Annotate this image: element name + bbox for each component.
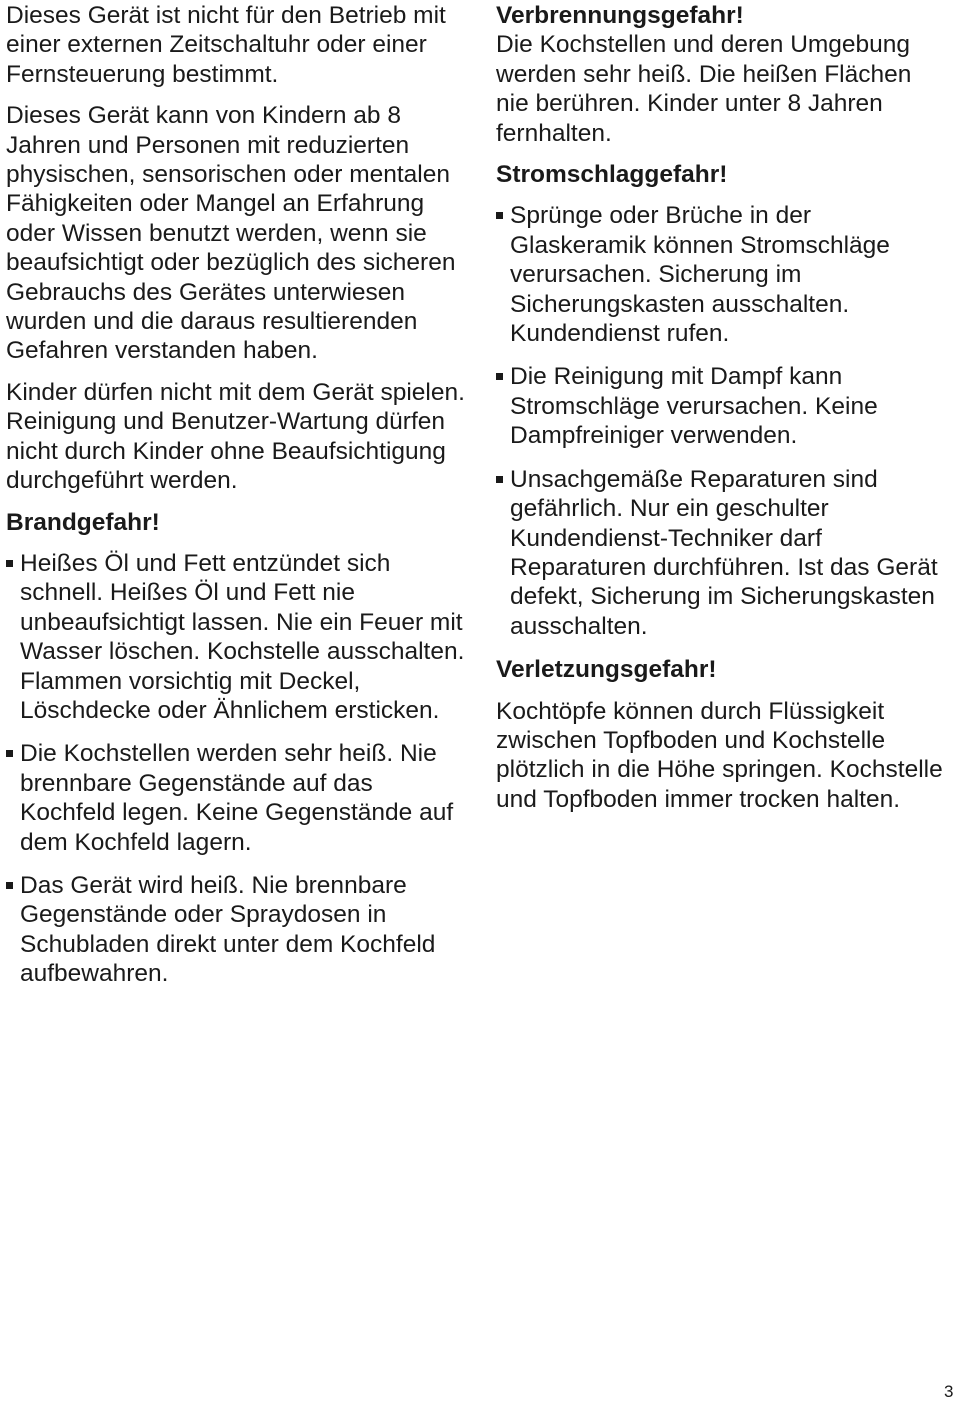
right-column (496, 1, 950, 826)
square-bullet-icon (6, 882, 13, 889)
left-column (6, 1, 468, 1003)
intro-paragraph-children-play: Kinder dürfen nicht mit dem Gerät spielen. Reinigung und Benutzer-Wartung dürfen nicht durch Kinder ohne Beaufsichtigung durchgeführt werden. (6, 378, 465, 495)
list-item-text: Die Reinigung mit Dampf kann Stromschläge verursachen. Keine Dampfreiniger verwenden. (510, 363, 878, 450)
list-item (496, 465, 950, 641)
intro-paragraph-children-usage: Dieses Gerät kann von Kindern ab 8 Jahren und Personen mit reduzierten physischen, sensorischen oder mentalen Fähigkeiten oder Mangel an Erfahrung oder Wissen benutzt werden, wenn sie beaufsichtigt oder bezüglich des sicheren Gebrauchs des Gerätes unterwiesen wurden und die daraus resultierenden Gefahren verstanden haben. (6, 102, 456, 365)
list-item-text: Unsachgemäße Reparaturen sind gefährlich. Nur ein geschulter Kundendienst-Techniker darf Reparaturen durchführen. Ist das Gerät defekt, Sicherung im Sicherungskasten ausschalten. (510, 465, 938, 640)
list-item-text: Sprünge oder Brüche in der Glaskeramik können Stromschläge verursachen. Sicherung im Sicherungskasten ausschalten. Kundendienst rufen. (510, 202, 890, 348)
list-item (496, 362, 950, 450)
square-bullet-icon (6, 560, 13, 567)
list-item-text: Das Gerät wird heiß. Nie brennbare Gegenstände oder Spraydosen in Schubladen direkt unter dem Kochfeld aufbewahren. (20, 871, 436, 988)
shock-hazard-heading: Stromschlaggefahr! (496, 161, 728, 189)
injury-hazard-heading: Verletzungsgefahr! (496, 656, 717, 684)
list-item-text: Die Kochstellen werden sehr heiß. Nie brennbare Gegenstände auf das Kochfeld legen. Keine Gegenstände auf dem Kochfeld lagern. (20, 740, 454, 856)
burn-hazard-text: Die Kochstellen und deren Umgebung werden sehr heiß. Die heißen Flächen nie berühren. Kinder unter 8 Jahren fernhalten. (496, 31, 912, 147)
list-item (6, 549, 468, 725)
fire-hazard-heading: Brandgefahr! (6, 508, 160, 536)
list-item (496, 201, 950, 348)
list-item-text: Heißes Öl und Fett entzündet sich schnell. Heißes Öl und Fett nie unbeaufsichtigt lassen. Nie ein Feuer mit Wasser löschen. Kochstelle ausschalten. Flammen vorsichtig mit Deckel, Löschdecke oder Ähnlichem ersticken. (20, 549, 465, 724)
square-bullet-icon (6, 750, 13, 757)
page-number: 3 (944, 1382, 954, 1401)
list-item (6, 739, 468, 857)
injury-hazard-text: Kochtöpfe können durch Flüssigkeit zwischen Topfboden und Kochstelle plötzlich in die Höhe springen. Kochstelle und Topfboden immer trocken halten. (496, 697, 943, 813)
square-bullet-icon (496, 476, 503, 483)
square-bullet-icon (496, 373, 503, 380)
intro-paragraph-timer: Dieses Gerät ist nicht für den Betrieb mit einer externen Zeitschaltuhr oder einer Fernsteuerung bestimmt. (6, 2, 446, 88)
list-item (6, 871, 468, 989)
square-bullet-icon (496, 212, 503, 219)
burn-hazard-heading: Verbrennungsgefahr! (496, 2, 744, 29)
